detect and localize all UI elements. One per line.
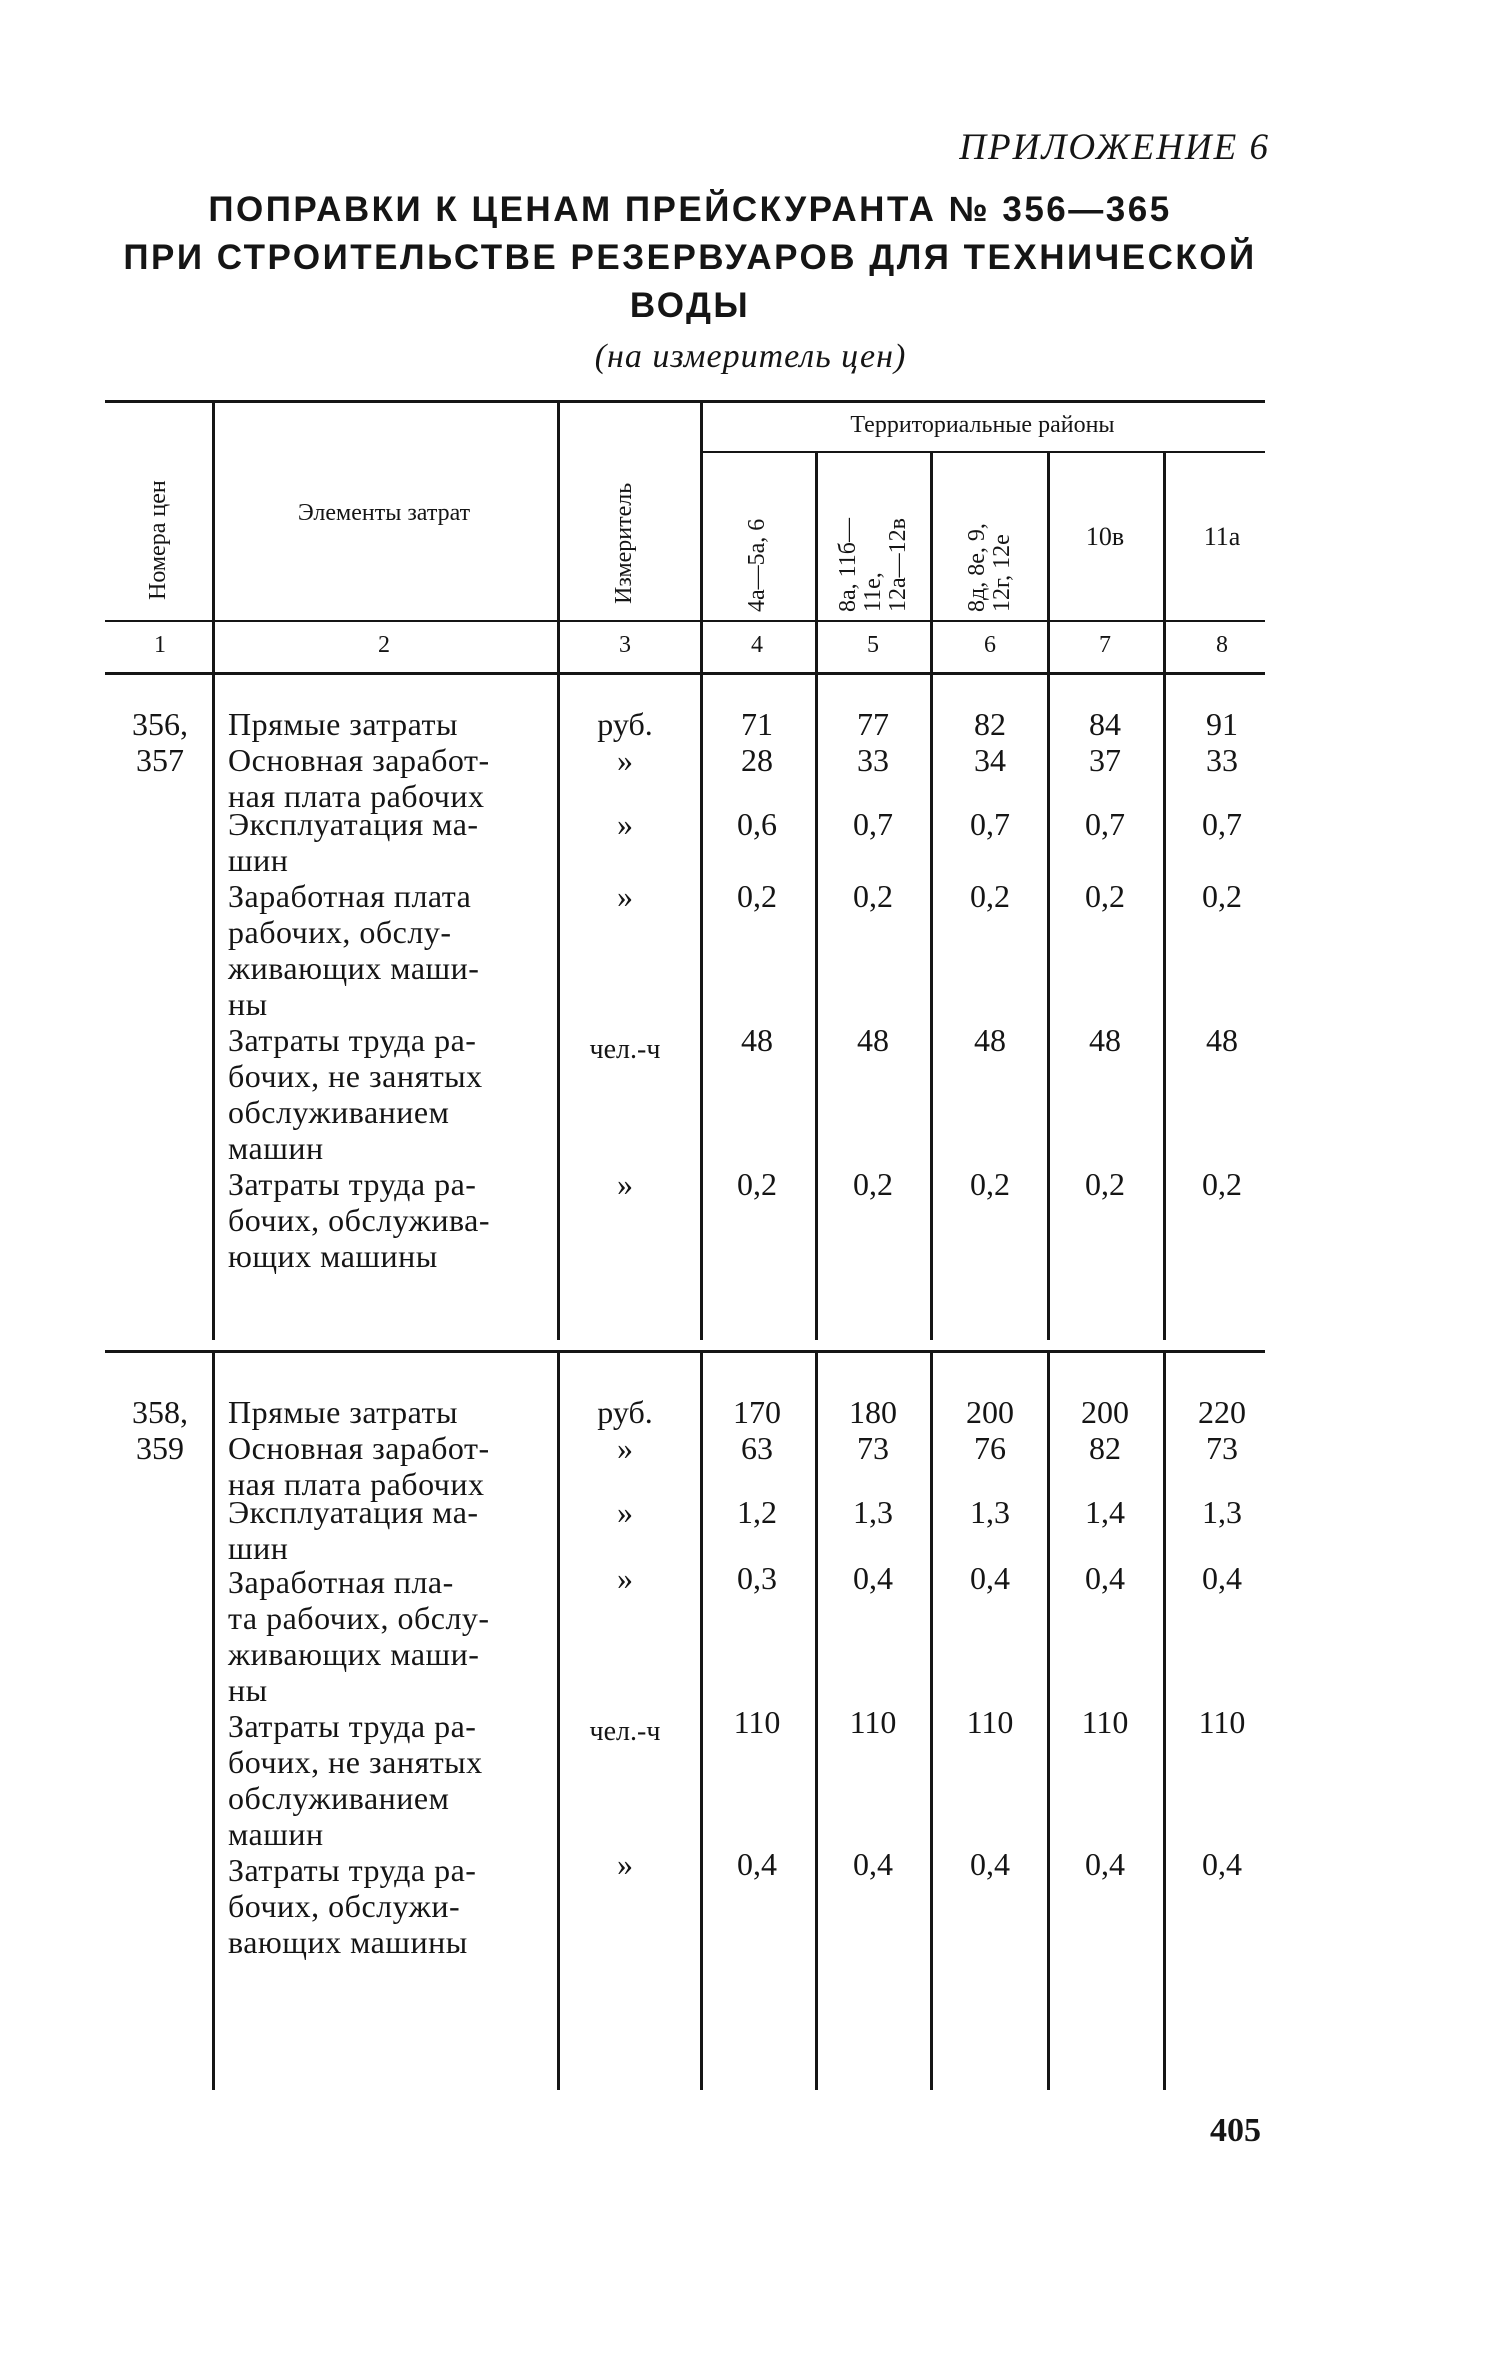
value-cell: 48	[741, 1022, 773, 1058]
value-cell: 1,3	[853, 1494, 893, 1530]
value-cell: 0,4	[853, 1846, 893, 1882]
column-divider	[557, 403, 560, 672]
value-cell: 82	[1089, 1430, 1121, 1466]
value-cell: 0,2	[737, 878, 777, 914]
value-cell: 0,4	[1085, 1560, 1125, 1596]
value-cell: 0,7	[1085, 806, 1125, 842]
value-cell: 77	[857, 706, 889, 742]
cost-element-label: бочих, не занятых	[228, 1058, 483, 1094]
value-cell: 0,6	[737, 806, 777, 842]
cost-element-label: обслуживанием	[228, 1094, 450, 1130]
header-cost-elements: Элементы затрат	[297, 500, 471, 526]
value-cell: 0,2	[853, 878, 893, 914]
value-cell: 110	[849, 1704, 897, 1740]
value-cell: 0,2	[970, 878, 1010, 914]
value-cell: 34	[974, 742, 1006, 778]
unit-cell: »	[617, 1846, 633, 1882]
column-divider	[557, 675, 560, 1340]
region-header-3-line: 8д, 8е, 9,	[964, 523, 990, 612]
section-separator-rule	[105, 1350, 1265, 1353]
cost-element-label: ны	[228, 986, 268, 1022]
value-cell: 0,7	[1202, 806, 1242, 842]
unit-cell: чел.-ч	[589, 1034, 661, 1065]
column-number: 7	[1099, 632, 1111, 658]
header-unit: Измеритель	[611, 482, 637, 604]
price-number: 359	[136, 1430, 184, 1466]
value-cell: 48	[1089, 1022, 1121, 1058]
cost-element-label: обслуживанием	[228, 1780, 450, 1816]
value-cell: 82	[974, 706, 1006, 742]
value-cell: 110	[733, 1704, 781, 1740]
price-number: 358,	[132, 1394, 188, 1430]
column-number: 1	[154, 632, 166, 658]
colnum-bottom-rule	[105, 672, 1265, 675]
header-price-numbers: Номера цен	[145, 480, 171, 600]
cost-element-label: бочих, не занятых	[228, 1744, 483, 1780]
value-cell: 0,4	[1202, 1560, 1242, 1596]
region-header-2-line: 12а—12в	[884, 518, 911, 612]
value-cell: 0,7	[853, 806, 893, 842]
cost-element-label: рабочих, обслу-	[228, 914, 452, 950]
cost-element-label: вающих машины	[228, 1924, 468, 1960]
column-divider	[1163, 675, 1166, 1340]
value-cell: 91	[1206, 706, 1238, 742]
value-cell: 200	[1081, 1394, 1129, 1430]
column-number: 8	[1216, 632, 1228, 658]
value-cell: 73	[1206, 1430, 1238, 1466]
value-cell: 0,4	[970, 1846, 1010, 1882]
cost-element-label: Затраты труда ра-	[228, 1022, 477, 1058]
cost-element-label: живающих маши-	[228, 1636, 480, 1672]
unit-cell: чел.-ч	[589, 1716, 661, 1747]
region-header-5: 11а	[1203, 522, 1241, 551]
value-cell: 48	[974, 1022, 1006, 1058]
unit-cell: »	[617, 1430, 633, 1466]
value-cell: 0,3	[737, 1560, 777, 1596]
cost-element-label: Затраты труда ра-	[228, 1166, 477, 1202]
value-cell: 48	[857, 1022, 889, 1058]
value-cell: 63	[741, 1430, 773, 1466]
value-cell: 220	[1198, 1394, 1246, 1430]
value-cell: 1,3	[1202, 1494, 1242, 1530]
cost-element-label: ны	[228, 1672, 268, 1708]
cost-element-label: Основная заработ-	[228, 1430, 490, 1466]
cost-element-label: Эксплуатация ма-	[228, 806, 479, 842]
title-line-3: ВОДЫ	[629, 286, 751, 325]
value-cell: 48	[1206, 1022, 1238, 1058]
column-divider	[930, 1352, 933, 2090]
page-number: 405	[1210, 2112, 1261, 2149]
unit-cell: »	[617, 742, 633, 778]
value-cell: 28	[741, 742, 773, 778]
unit-cell: руб.	[597, 706, 653, 742]
cost-element-label: Прямые затраты	[228, 706, 459, 742]
value-cell: 200	[966, 1394, 1014, 1430]
region-header-2-line: 11е,	[859, 572, 886, 612]
unit-cell: »	[617, 1560, 633, 1596]
header-territorial-regions: Территориальные районы	[850, 412, 1115, 438]
title-line-1: ПОПРАВКИ К ЦЕНАМ ПРЕЙСКУРАНТА № 356—365	[208, 190, 1172, 229]
column-divider	[930, 675, 933, 1340]
region-header-2-line: 8а, 11б—	[834, 518, 861, 612]
column-number: 6	[984, 632, 996, 658]
cost-element-label: живающих маши-	[228, 950, 480, 986]
cost-element-label: ющих машины	[228, 1238, 438, 1274]
value-cell: 0,2	[970, 1166, 1010, 1202]
region-header-4: 10в	[1085, 522, 1125, 551]
value-cell: 0,4	[970, 1560, 1010, 1596]
cost-element-label: бочих, обслужива-	[228, 1202, 490, 1238]
cost-element-label: шин	[228, 842, 289, 878]
column-number: 5	[867, 632, 879, 658]
cost-element-label: Прямые затраты	[228, 1394, 459, 1430]
cost-element-label: шин	[228, 1530, 289, 1566]
value-cell: 0,4	[853, 1560, 893, 1596]
value-cell: 0,4	[1202, 1846, 1242, 1882]
value-cell: 110	[1198, 1704, 1246, 1740]
cost-element-label: машин	[228, 1130, 324, 1166]
value-cell: 0,4	[737, 1846, 777, 1882]
price-number: 357	[136, 742, 184, 778]
column-divider	[1047, 453, 1050, 672]
value-cell: 170	[733, 1394, 781, 1430]
value-cell: 0,4	[1085, 1846, 1125, 1882]
value-cell: 1,2	[737, 1494, 777, 1530]
value-cell: 110	[966, 1704, 1014, 1740]
cost-element-label: бочих, обслужи-	[228, 1888, 461, 1924]
cost-element-label: Эксплуатация ма-	[228, 1494, 479, 1530]
value-cell: 0,2	[1202, 1166, 1242, 1202]
region-header-3-line: 12г, 12е	[989, 534, 1015, 612]
value-cell: 1,3	[970, 1494, 1010, 1530]
value-cell: 0,2	[1085, 878, 1125, 914]
column-divider	[1163, 1352, 1166, 2090]
cost-element-label: Заработная плата	[228, 878, 472, 914]
appendix-label: ПРИЛОЖЕНИЕ 6	[959, 127, 1270, 168]
header-bottom-rule	[105, 620, 1265, 622]
column-number: 3	[619, 632, 631, 658]
column-number: 4	[751, 632, 763, 658]
value-cell: 110	[1081, 1704, 1129, 1740]
unit-cell: руб.	[597, 1394, 653, 1430]
value-cell: 73	[857, 1430, 889, 1466]
cost-element-label: машин	[228, 1816, 324, 1852]
column-divider	[930, 453, 933, 672]
cost-element-label: Затраты труда ра-	[228, 1852, 477, 1888]
value-cell: 0,2	[1085, 1166, 1125, 1202]
unit-cell: »	[617, 1494, 633, 1530]
cost-element-label: Заработная пла-	[228, 1564, 454, 1600]
unit-cell: »	[617, 1166, 633, 1202]
column-number: 2	[378, 632, 390, 658]
column-divider	[700, 403, 703, 672]
cost-element-label: Основная заработ-	[228, 742, 490, 778]
value-cell: 37	[1089, 742, 1121, 778]
value-cell: 0,7	[970, 806, 1010, 842]
cost-element-label: та рабочих, обслу-	[228, 1600, 490, 1636]
value-cell: 180	[849, 1394, 897, 1430]
cost-element-label: ная плата рабочих	[228, 778, 485, 814]
column-divider	[1163, 453, 1166, 672]
region-header-1-line: 4а—5а, 6	[743, 518, 770, 612]
column-divider	[815, 453, 818, 672]
value-cell: 0,2	[737, 1166, 777, 1202]
value-cell: 33	[1206, 742, 1238, 778]
value-cell: 33	[857, 742, 889, 778]
price-number: 356,	[132, 706, 188, 742]
cost-element-label: ная плата рабочих	[228, 1466, 485, 1502]
value-cell: 0,2	[1202, 878, 1242, 914]
subtitle: (на измеритель цен)	[594, 338, 907, 375]
title-line-2: ПРИ СТРОИТЕЛЬСТВЕ РЕЗЕРВУАРОВ ДЛЯ ТЕХНИЧЕСКОЙ	[123, 238, 1257, 277]
regions-rule	[700, 451, 1265, 453]
column-divider	[212, 403, 215, 672]
value-cell: 76	[974, 1430, 1006, 1466]
column-divider	[557, 1352, 560, 2090]
value-cell: 1,4	[1085, 1494, 1125, 1530]
column-divider	[212, 675, 215, 1340]
unit-cell: »	[617, 878, 633, 914]
value-cell: 84	[1089, 706, 1121, 742]
unit-cell: »	[617, 806, 633, 842]
column-divider	[212, 1352, 215, 2090]
value-cell: 71	[741, 706, 773, 742]
value-cell: 0,2	[853, 1166, 893, 1202]
cost-element-label: Затраты труда ра-	[228, 1708, 477, 1744]
table-top-rule	[105, 400, 1265, 403]
